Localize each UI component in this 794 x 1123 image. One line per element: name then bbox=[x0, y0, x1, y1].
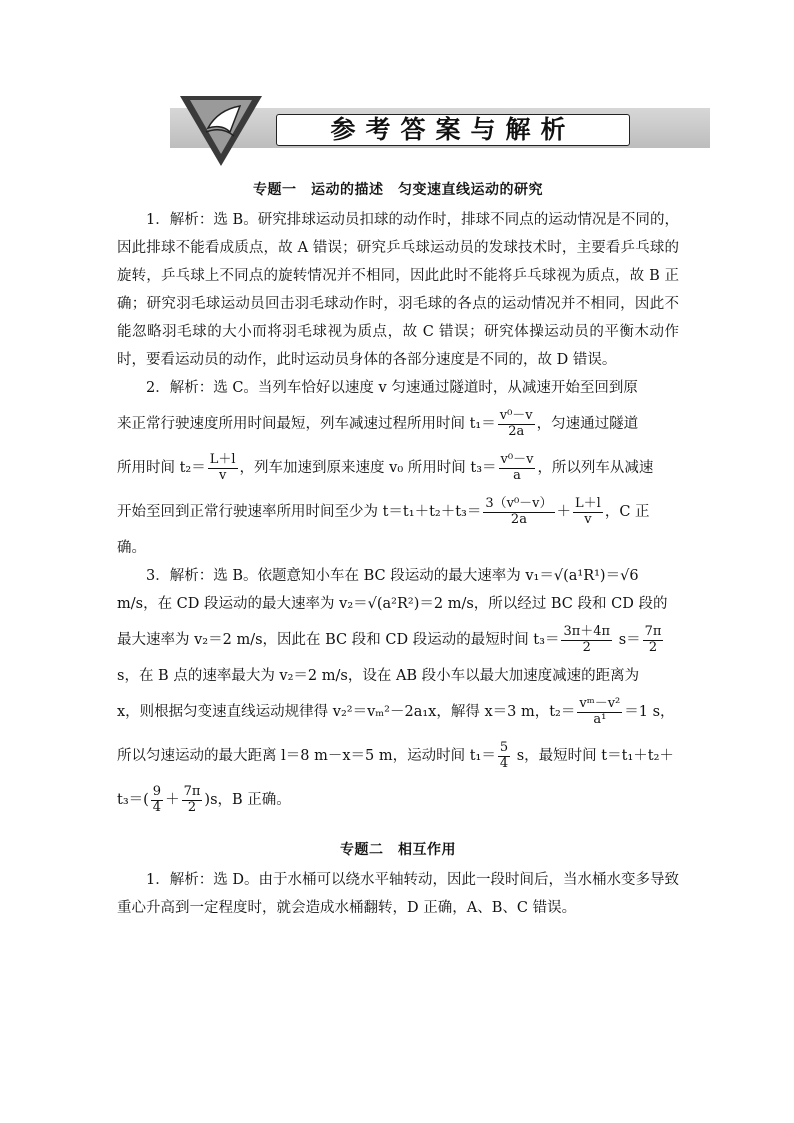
denominator: 2 bbox=[582, 639, 591, 655]
fraction bbox=[577, 697, 622, 727]
denominator: 2a bbox=[510, 511, 527, 527]
fraction bbox=[483, 497, 554, 527]
numerator: v⁰－v bbox=[499, 408, 533, 424]
text-run: 最大速率为 v₂＝2 m/s，因此在 BC 段和 CD 段运动的最短时间 t₃＝ bbox=[117, 632, 560, 648]
denominator: 2 bbox=[187, 799, 197, 815]
answer-content bbox=[117, 176, 679, 922]
denominator: 4 bbox=[499, 755, 509, 771]
numerator: 3π＋4π bbox=[563, 624, 611, 640]
answer-3-line-4: s，在 B 点的速率最大为 v₂＝2 m/s，设在 AB 段小车以最大加速度减速的距离为 bbox=[117, 668, 640, 684]
answer-3-line-7 bbox=[117, 778, 679, 822]
fraction bbox=[643, 625, 664, 655]
denominator: v bbox=[584, 511, 592, 527]
numerator: L＋l bbox=[575, 496, 601, 512]
fraction bbox=[151, 785, 163, 815]
text-run: x，则根据匀变速直线运动规律得 v₂²＝vₘ²－2a₁x，解得 x＝3 m，t₂＝ bbox=[117, 704, 576, 720]
section-1-title: 专题一 运动的描述 匀变速直线运动的研究 bbox=[253, 182, 543, 198]
text-run: 所用时间 t₂＝ bbox=[117, 460, 206, 476]
text-run: 所以匀速运动的最大距离 l＝8 m－x＝5 m，运动时间 t₁＝ bbox=[117, 748, 496, 764]
answer-3-line-5 bbox=[117, 690, 679, 734]
book-logo-icon bbox=[178, 92, 264, 168]
text-run: ＋ bbox=[556, 504, 572, 520]
text-run: ＋ bbox=[165, 792, 180, 808]
answer-3-line-2: m/s，在 CD 段运动的最大速率为 v₂＝√(a²R²)＝2 m/s，所以经过 BC 段和 CD 段的 bbox=[117, 596, 668, 612]
numerator: 5 bbox=[499, 740, 509, 756]
section-1-answer-2 bbox=[117, 374, 679, 562]
page-title: 参考答案与解析 bbox=[330, 115, 576, 144]
section-1-answer-3 bbox=[117, 562, 679, 822]
numerator: 7π bbox=[644, 624, 662, 640]
section-2-answer-1: 1．解析：选 D。由于水桶可以绕水平轴转动，因此一段时间后，当水桶水变多导致重心升高到一定程度时，就会造成水桶翻转，D 正确，A、B、C 错误。 bbox=[117, 872, 679, 916]
text-run: ，所以列车从减速 bbox=[537, 460, 654, 476]
numerator: 3（v⁰－v） bbox=[485, 496, 553, 512]
numerator: 9 bbox=[152, 784, 162, 800]
text-run: ＝1 s， bbox=[624, 704, 675, 720]
section-1-answer-1: 1．解析：选 B。研究排球运动员扣球的动作时，排球不同点的运动情况是不同的，因此排球不能看成质点，故 A 错误；研究乒乓球运动员的发球技术时，主要看乒乓球的旋转，乒乓球上不同点的旋转情况并不相同，因此此时不能将乒乓球视为质点，故 B 正确；研究羽毛球运动员回击羽毛球动作时，羽毛球的各点的运动情况并不相同，因此不能忽略羽毛球的大小而将羽毛球视为质点，故 C 错误；研究体操运动员的平衡木动作时，要看运动员的动作，此时运动员身体的各部分速度是不同的，故 D 错误。 bbox=[117, 212, 679, 368]
numerator: vᵐ－v² bbox=[579, 696, 621, 712]
answer-3-line-6 bbox=[117, 734, 679, 778]
fraction bbox=[499, 453, 536, 483]
denominator: a¹ bbox=[593, 711, 607, 727]
fraction bbox=[561, 625, 612, 655]
text-run: ，列车加速到原来速度 v₀ 所用时间 t₃＝ bbox=[239, 460, 497, 476]
fraction bbox=[182, 785, 203, 815]
text-run: )s，B 正确。 bbox=[204, 792, 291, 808]
text-run: ，匀速通过隧道 bbox=[536, 416, 639, 432]
answer-3-line-3 bbox=[117, 618, 679, 662]
text-run: 来正常行驶速度所用时间最短，列车减速过程所用时间 t₁＝ bbox=[117, 416, 496, 432]
text-run: t₃＝( bbox=[117, 792, 149, 808]
text-run: ，C 正 bbox=[604, 504, 650, 520]
header-banner bbox=[150, 92, 710, 162]
fraction bbox=[573, 497, 603, 527]
answer-2-line-2 bbox=[117, 402, 679, 446]
denominator: 2a bbox=[508, 423, 525, 439]
numerator: 7π bbox=[183, 784, 201, 800]
text-run: 开始至回到正常行驶速率所用时间至少为 t＝t₁＋t₂＋t₃＝ bbox=[117, 504, 482, 520]
numerator: L＋l bbox=[209, 452, 236, 468]
answer-3-line-1: 3．解析：选 B。依题意知小车在 BC 段运动的最大速率为 v₁＝√(a¹R¹)＝√6 bbox=[146, 568, 639, 584]
fraction bbox=[498, 741, 510, 771]
denominator: 4 bbox=[152, 799, 162, 815]
answer-2-line-1: 2．解析：选 C。当列车恰好以速度 v 匀速通过隧道时，从减速开始至回到原 bbox=[146, 380, 638, 396]
answer-2-line-4 bbox=[117, 490, 679, 534]
text-run: s＝ bbox=[614, 632, 641, 648]
answer-2-line-3 bbox=[117, 446, 679, 490]
denominator: v bbox=[218, 467, 227, 483]
fraction bbox=[498, 409, 535, 439]
text-run: s，最短时间 t＝t₁＋t₂＋ bbox=[512, 748, 674, 764]
answer-2-line-5: 确。 bbox=[117, 540, 146, 556]
section-2-title: 专题二 相互作用 bbox=[340, 842, 456, 858]
denominator: a bbox=[513, 467, 521, 483]
numerator: v⁰－v bbox=[500, 452, 534, 468]
fraction bbox=[208, 453, 238, 483]
denominator: 2 bbox=[648, 639, 658, 655]
